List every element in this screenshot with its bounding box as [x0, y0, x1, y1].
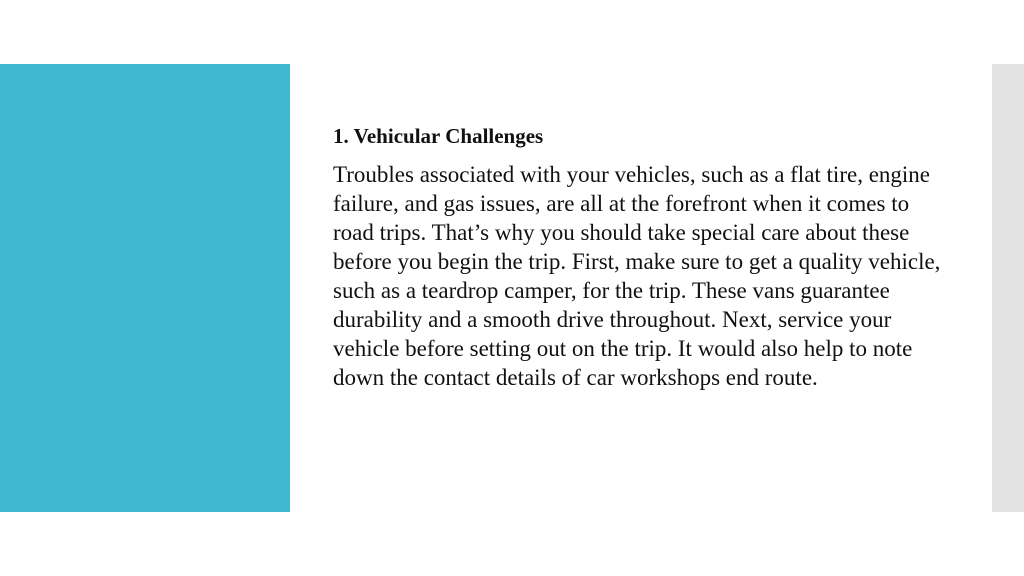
section-body-text: Troubles associated with your vehicles, such as a flat tire, engine failure, and gas issues, are all at the forefront when it comes to road trips. That’s why you should take special care about these before you begin the trip. First, make sure to get a quality vehicle, such as a teardrop camper, for the trip. These vans guarantee durability and a smooth drive throughout. Next, service your vehicle before setting out on the trip. It would also help to note down the contact details of car workshops end route.	[333, 162, 941, 390]
accent-color-block	[0, 64, 290, 512]
right-side-strip	[992, 64, 1024, 512]
section-heading: 1. Vehicular Challenges	[333, 124, 544, 148]
content-area	[333, 122, 943, 392]
